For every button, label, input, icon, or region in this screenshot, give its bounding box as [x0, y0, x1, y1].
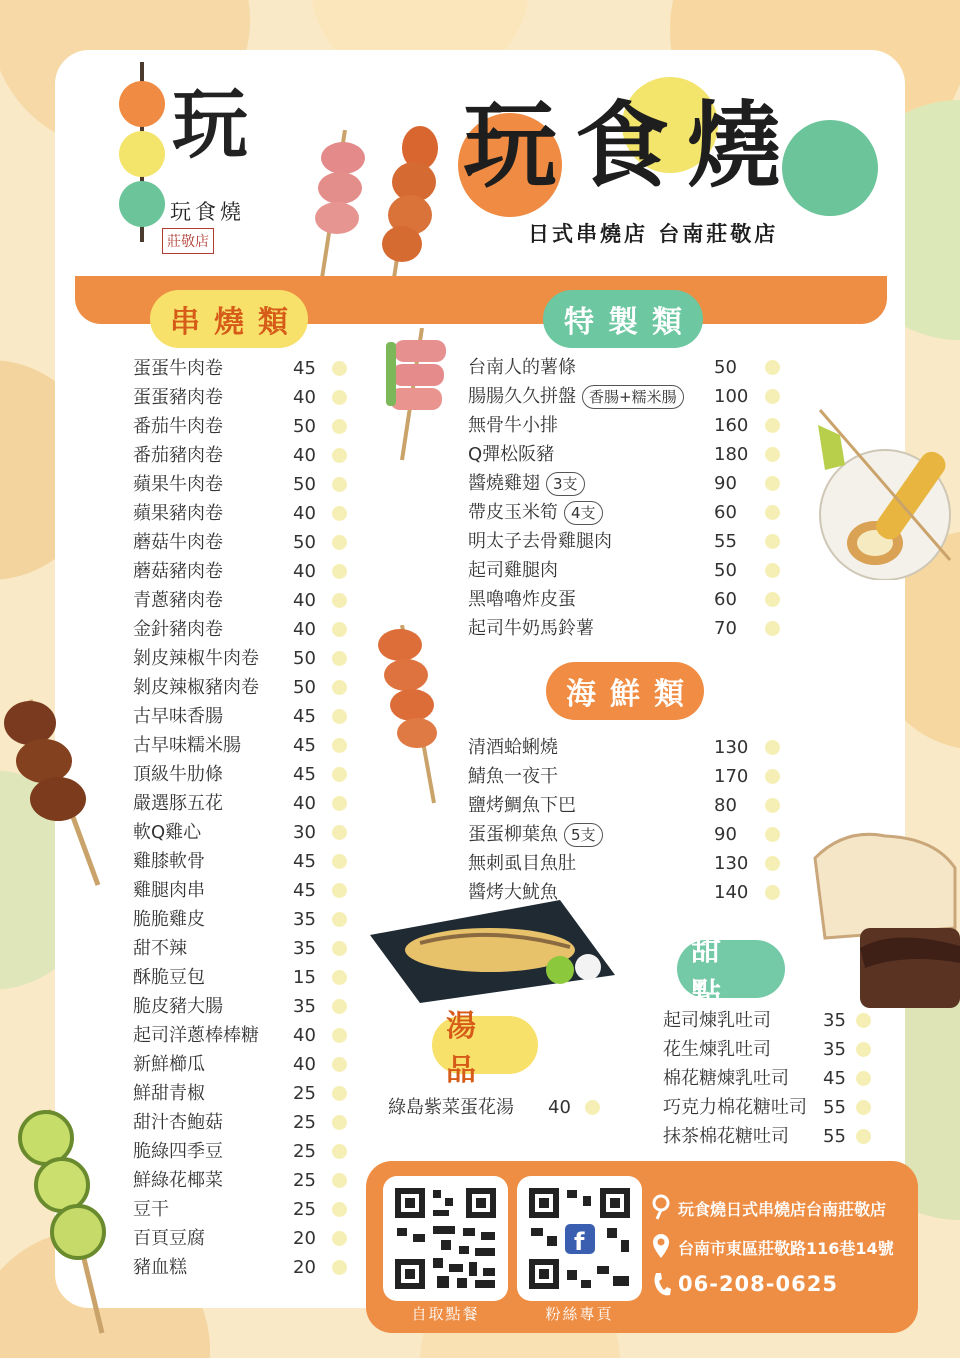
beef-skewer-icon [0, 695, 110, 890]
menu-item-name: 甜不辣 [133, 938, 187, 959]
menu-item-name: 豆干 [133, 1199, 169, 1220]
menu-item-name: 甜汁杏鮑菇 [133, 1112, 223, 1133]
menu-item-name: 台南人的薯條 [468, 357, 576, 378]
checkbox-dot-icon [332, 506, 347, 521]
menu-item [133, 644, 353, 673]
menu-item-name [468, 469, 585, 498]
menu-item-price: 35 [823, 1039, 846, 1060]
menu-item-name: 豬血糕 [133, 1257, 187, 1278]
brand-subtitle: 日式串燒店 台南莊敬店 [528, 222, 779, 246]
menu-item-name: Q彈松阪豬 [468, 444, 555, 465]
menu-item-name-text: 蛋蛋柳葉魚 [468, 824, 558, 845]
shop-name: 玩食燒日式串燒店台南莊敬店 [678, 1200, 887, 1219]
menu-item-name: 無骨牛小排 [468, 415, 558, 436]
menu-item-name [468, 382, 684, 411]
zucchini-skewer-icon [10, 1105, 115, 1335]
menu-item-price: 35 [293, 938, 316, 959]
checkbox-dot-icon [332, 825, 347, 840]
checkbox-dot-icon [332, 1057, 347, 1072]
menu-item [133, 818, 353, 847]
menu-item-name: 嚴選豚五花 [133, 793, 223, 814]
qr-fans-label: 粉絲專頁 [545, 1305, 614, 1323]
menu-item-price: 25 [293, 1170, 316, 1191]
menu-item-name: 剝皮辣椒豬肉卷 [133, 677, 259, 698]
qr-code-facebook-icon [517, 1176, 642, 1301]
menu-item-name: 蘋果牛肉卷 [133, 474, 223, 495]
checkbox-dot-icon [332, 1202, 347, 1217]
menu-item [468, 849, 788, 878]
checkbox-dot-icon [856, 1071, 871, 1086]
menu-item [133, 412, 353, 441]
checkbox-dot-icon [332, 1028, 347, 1043]
menu-item-price: 140 [714, 882, 749, 903]
logo-stamp: 莊敬店 [162, 228, 214, 254]
menu-item [133, 1108, 353, 1137]
menu-item-name: 雞腿肉串 [133, 880, 205, 901]
checkbox-dot-icon [856, 1129, 871, 1144]
checkbox-dot-icon [332, 448, 347, 463]
qr-code-icon [383, 1176, 508, 1301]
checkbox-dot-icon [765, 592, 780, 607]
menu-item-name: 鮮綠花椰菜 [133, 1170, 223, 1191]
menu-item-price: 40 [293, 503, 316, 524]
menu-item-price: 55 [714, 531, 737, 552]
checkbox-dot-icon [765, 827, 780, 842]
checkbox-dot-icon [332, 361, 347, 376]
menu-item [133, 383, 353, 412]
section-title-seafood: 海鮮類 [546, 662, 704, 720]
section-title-special: 特製類 [543, 290, 703, 348]
menu-item-name: 剝皮辣椒牛肉卷 [133, 648, 259, 669]
checkbox-dot-icon [765, 389, 780, 404]
menu-item [468, 382, 788, 411]
menu-item-price: 70 [714, 618, 737, 639]
menu-item-price: 40 [293, 619, 316, 640]
menu-item-price: 45 [293, 851, 316, 872]
menu-item [133, 760, 353, 789]
menu-item-price: 50 [714, 560, 737, 581]
menu-item [133, 528, 353, 557]
menu-item [468, 762, 788, 791]
menu-item-name: 蘑菇豬肉卷 [133, 561, 223, 582]
checkbox-dot-icon [332, 999, 347, 1014]
menu-item-name: 起司煉乳吐司 [663, 1010, 771, 1031]
menu-item-name: 金針豬肉卷 [133, 619, 223, 640]
menu-item-price: 40 [293, 1054, 316, 1075]
menu-item-price: 50 [293, 416, 316, 437]
checkbox-dot-icon [765, 769, 780, 784]
menu-item-name: 無刺虱目魚肚 [468, 853, 576, 874]
checkbox-dot-icon [332, 1086, 347, 1101]
menu-item [133, 963, 353, 992]
menu-item-name: 清酒蛤蜊燒 [468, 737, 558, 758]
menu-item-name: 頂級牛肋條 [133, 764, 223, 785]
map-marker-icon [651, 1233, 671, 1259]
menu-item-price: 35 [823, 1010, 846, 1031]
logo-big-glyph: 玩 [172, 80, 248, 169]
menu-item-name: 起司洋蔥棒棒糖 [133, 1025, 259, 1046]
dango-logo-icon [112, 62, 172, 242]
menu-item-price: 40 [293, 590, 316, 611]
checkbox-dot-icon [332, 854, 347, 869]
phone-icon [651, 1271, 671, 1297]
menu-item [133, 702, 353, 731]
menu-item [468, 411, 788, 440]
menu-item [133, 789, 353, 818]
menu-item-name: 軟Q雞心 [133, 822, 202, 843]
menu-item-price: 90 [714, 473, 737, 494]
logo-small-text: 玩食燒 [170, 200, 245, 224]
checkbox-dot-icon [332, 535, 347, 550]
section-title-dessert: 甜點 [677, 940, 785, 998]
menu-item-name: 醬烤大魷魚 [468, 882, 558, 903]
menu-item-name: 酥脆豆包 [133, 967, 205, 988]
checkbox-dot-icon [332, 738, 347, 753]
menu-item-name: 蘑菇牛肉卷 [133, 532, 223, 553]
checkbox-dot-icon [765, 621, 780, 636]
checkbox-dot-icon [332, 883, 347, 898]
checkbox-dot-icon [332, 970, 347, 985]
menu-item-name: 番茄牛肉卷 [133, 416, 223, 437]
menu-item-price: 60 [714, 589, 737, 610]
checkbox-dot-icon [765, 885, 780, 900]
menu-item-name: 脆綠四季豆 [133, 1141, 223, 1162]
toast-dessert-icon [805, 828, 960, 1023]
menu-item-name: 黑嚕嚕炸皮蛋 [468, 589, 576, 610]
menu-item-name: 番茄豬肉卷 [133, 445, 223, 466]
qr-fans[interactable] [517, 1176, 642, 1301]
menu-item-price: 40 [293, 445, 316, 466]
menu-item [133, 731, 353, 760]
menu-item-name: 明太子去骨雞腿肉 [468, 531, 612, 552]
menu-item-price: 40 [293, 561, 316, 582]
menu-item-price: 160 [714, 415, 749, 436]
menu-item [468, 791, 788, 820]
address: 台南市東區莊敬路116巷14號 [678, 1239, 894, 1258]
menu-item [133, 1021, 353, 1050]
menu-item-price: 25 [293, 1199, 316, 1220]
menu-item [663, 1093, 878, 1122]
menu-item-name [468, 820, 603, 849]
menu-item-name: 脆脆雞皮 [133, 909, 205, 930]
checkbox-dot-icon [332, 564, 347, 579]
menu-item [663, 1122, 878, 1151]
menu-item [133, 1224, 353, 1253]
checkbox-dot-icon [765, 798, 780, 813]
menu-item [133, 1137, 353, 1166]
menu-item [133, 934, 353, 963]
checkbox-dot-icon [332, 1260, 347, 1275]
checkbox-dot-icon [332, 767, 347, 782]
menu-item [133, 615, 353, 644]
menu-item-price: 50 [293, 532, 316, 553]
menu-item [468, 469, 788, 498]
menu-item [133, 499, 353, 528]
menu-item-note: 3支 [546, 472, 585, 496]
menu-item-price: 25 [293, 1083, 316, 1104]
location-pin-icon [651, 1194, 671, 1220]
menu-item-price: 170 [714, 766, 749, 787]
menu-item-name: 古早味香腸 [133, 706, 223, 727]
menu-item [133, 1050, 353, 1079]
menu-item [468, 527, 788, 556]
checkbox-dot-icon [332, 622, 347, 637]
menu-item-name: 脆皮豬大腸 [133, 996, 223, 1017]
menu-item [133, 847, 353, 876]
menu-item-price: 80 [714, 795, 737, 816]
menu-item-name: 鹽烤鯛魚下巴 [468, 795, 576, 816]
menu-item-price: 90 [714, 824, 737, 845]
checkbox-dot-icon [765, 740, 780, 755]
menu-item [663, 1064, 878, 1093]
menu-item-name-text: 醬燒雞翅 [468, 473, 540, 494]
menu-item-name: 綠島紫菜蛋花湯 [388, 1097, 514, 1118]
brand-title: 玩食燒 [463, 92, 800, 201]
menu-item [133, 470, 353, 499]
menu-item-price: 30 [293, 822, 316, 843]
qr-order-label: 自取點餐 [411, 1305, 480, 1323]
sausage-skewer-icon [310, 130, 380, 280]
menu-item-price: 20 [293, 1257, 316, 1278]
menu-item-note: 香腸+糯米腸 [582, 385, 684, 409]
menu-item [133, 1079, 353, 1108]
menu-item [468, 820, 788, 849]
section-title-soup: 湯品 [432, 1016, 538, 1074]
menu-item-name [468, 498, 603, 527]
checkbox-dot-icon [332, 941, 347, 956]
checkbox-dot-icon [332, 1115, 347, 1130]
menu-item-name: 鯖魚一夜干 [468, 766, 558, 787]
menu-item-price: 50 [293, 648, 316, 669]
menu-item [133, 586, 353, 615]
checkbox-dot-icon [765, 534, 780, 549]
menu-item-name: 古早味糯米腸 [133, 735, 241, 756]
menu-item-price: 45 [293, 880, 316, 901]
menu-item-price: 35 [293, 909, 316, 930]
grilled-fish-icon [360, 895, 620, 1005]
phone[interactable]: 06-208-0625 [678, 1272, 838, 1296]
fries-plate-icon [800, 405, 960, 580]
menu-item-price: 60 [714, 502, 737, 523]
chicken-skewer-icon [372, 120, 452, 280]
menu-item-price: 40 [293, 387, 316, 408]
menu-item-price: 45 [293, 735, 316, 756]
checkbox-dot-icon [332, 390, 347, 405]
menu-item-name: 青蔥豬肉卷 [133, 590, 223, 611]
menu-item-name: 百頁豆腐 [133, 1228, 205, 1249]
checkbox-dot-icon [332, 709, 347, 724]
menu-item [133, 1253, 353, 1282]
checkbox-dot-icon [856, 1100, 871, 1115]
menu-item-note: 5支 [564, 823, 603, 847]
menu-item [468, 585, 788, 614]
menu-item-price: 20 [293, 1228, 316, 1249]
menu-item [468, 614, 788, 643]
menu-item-price: 15 [293, 967, 316, 988]
menu-item [133, 557, 353, 586]
checkbox-dot-icon [332, 1144, 347, 1159]
menu-item [468, 556, 788, 585]
menu-item-price: 130 [714, 853, 749, 874]
menu-item-price: 130 [714, 737, 749, 758]
checkbox-dot-icon [332, 419, 347, 434]
menu-item-price: 45 [293, 764, 316, 785]
menu-item [663, 1035, 878, 1064]
menu-item [468, 353, 788, 382]
menu-item-price: 40 [293, 793, 316, 814]
menu-item-name: 蛋蛋豬肉卷 [133, 387, 223, 408]
menu-item [133, 441, 353, 470]
checkbox-dot-icon [332, 796, 347, 811]
menu-item-name: 起司牛奶馬鈴薯 [468, 618, 594, 639]
menu-item [133, 1166, 353, 1195]
checkbox-dot-icon [332, 1231, 347, 1246]
checkbox-dot-icon [765, 856, 780, 871]
menu-item-price: 45 [293, 706, 316, 727]
pork-skewer-icon [372, 625, 452, 805]
scallion-skewer-icon [380, 328, 460, 463]
menu-item-name: 巧克力棉花糖吐司 [663, 1097, 807, 1118]
checkbox-dot-icon [856, 1042, 871, 1057]
checkbox-dot-icon [332, 1173, 347, 1188]
menu-item-name: 新鮮櫛瓜 [133, 1054, 205, 1075]
menu-item [468, 498, 788, 527]
menu-item-name: 起司雞腿肉 [468, 560, 558, 581]
menu-item [468, 440, 788, 469]
menu-item-name: 蛋蛋牛肉卷 [133, 358, 223, 379]
menu-item [133, 905, 353, 934]
menu-item-name: 鮮甜青椒 [133, 1083, 205, 1104]
menu-item-name: 雞膝軟骨 [133, 851, 205, 872]
menu-item-price: 25 [293, 1112, 316, 1133]
menu-item-price: 45 [823, 1068, 846, 1089]
section-title-skewers: 串燒類 [150, 290, 308, 348]
checkbox-dot-icon [765, 476, 780, 491]
checkbox-dot-icon [585, 1100, 600, 1115]
menu-item-price: 180 [714, 444, 749, 465]
checkbox-dot-icon [765, 563, 780, 578]
menu-item-name-text: 腸腸久久拼盤 [468, 386, 576, 407]
menu-item-name: 蘋果豬肉卷 [133, 503, 223, 524]
svg-text:f: f [574, 1228, 585, 1256]
menu-item [388, 1093, 618, 1122]
checkbox-dot-icon [765, 360, 780, 375]
checkbox-dot-icon [765, 505, 780, 520]
checkbox-dot-icon [332, 680, 347, 695]
checkbox-dot-icon [765, 447, 780, 462]
checkbox-dot-icon [332, 651, 347, 666]
menu-item [133, 1195, 353, 1224]
checkbox-dot-icon [332, 593, 347, 608]
checkbox-dot-icon [332, 912, 347, 927]
checkbox-dot-icon [765, 418, 780, 433]
menu-item-price: 40 [293, 1025, 316, 1046]
menu-item-price: 50 [714, 357, 737, 378]
menu-item-price: 35 [293, 996, 316, 1017]
menu-item-name: 棉花糖煉乳吐司 [663, 1068, 789, 1089]
menu-item [468, 733, 788, 762]
menu-item [133, 876, 353, 905]
menu-item-price: 55 [823, 1126, 846, 1147]
menu-item-name: 抹茶棉花糖吐司 [663, 1126, 789, 1147]
checkbox-dot-icon [332, 477, 347, 492]
menu-item [133, 992, 353, 1021]
qr-order[interactable] [383, 1176, 508, 1301]
menu-item-price: 40 [548, 1097, 571, 1118]
menu-item-price: 45 [293, 358, 316, 379]
menu-item [133, 673, 353, 702]
menu-item-name: 花生煉乳吐司 [663, 1039, 771, 1060]
menu-item-price: 25 [293, 1141, 316, 1162]
menu-item-price: 100 [714, 386, 749, 407]
menu-item-price: 50 [293, 677, 316, 698]
menu-item-price: 50 [293, 474, 316, 495]
menu-item-note: 4支 [564, 501, 603, 525]
menu-item-name-text: 帶皮玉米筍 [468, 502, 558, 523]
menu-item-price: 55 [823, 1097, 846, 1118]
menu-item [133, 354, 353, 383]
